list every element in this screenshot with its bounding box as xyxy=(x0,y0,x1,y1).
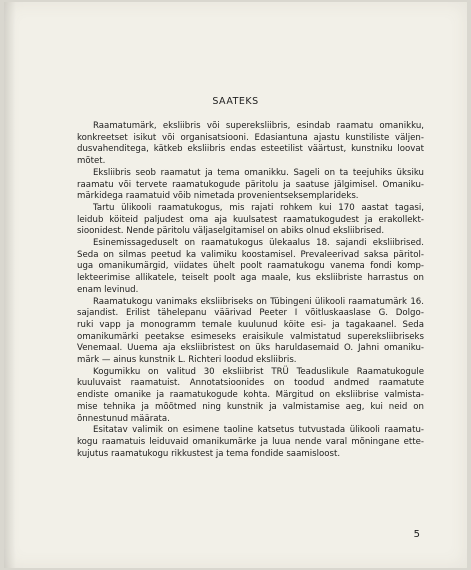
page-heading: SAATEKS xyxy=(212,96,259,107)
text-line: Raamatukogu vanimaks eksliibriseks on Tübingeni ülikooli raamatumärk 16. xyxy=(93,296,424,307)
text-line: kuuluvaist raamatuist. Annotatsioonides on toodud andmed raamatute xyxy=(77,378,424,389)
text-line: konkreetset isikut või organisatsiooni. Edasiantuna ajastu kunstiliste väljen- xyxy=(77,132,424,143)
paragraph xyxy=(77,297,424,367)
page-number: 5 xyxy=(413,529,420,540)
text-line: Tartu ülikooli raamatukogus, mis rajati rohkem kui 170 aastat tagasi, xyxy=(93,202,424,213)
text-line: leidub köiteid paljudest oma aja kuulsatest raamatukogudest ja erakollekt- xyxy=(77,214,424,225)
text-line: Esinemissageduselt on raamatukogus ülekaalus 18. sajandi eksliibrised. xyxy=(93,238,424,249)
paragraph xyxy=(77,168,424,203)
text-line: uga omanikumärgid, viidates ühelt poolt raamatukogu vanema fondi komp- xyxy=(77,261,424,272)
text-line: Venemaal. Uuema aja eksliibristest on üks haruldasemaid O. Jahni omaniku- xyxy=(77,343,424,354)
paragraph xyxy=(77,238,424,297)
text-line: Raamatumärk, eksliibris või supereksliibris, esindab raamatu omanikku, xyxy=(93,121,424,131)
text-line: lekteerimise allikatele, teiselt poolt aga maale, kus eksliibriste harrastus on xyxy=(77,273,424,284)
text-line: raamatu või tervete raamatukogude päritolu ja saatuse jälgimisel. Omaniku- xyxy=(77,179,424,190)
text-line: enam levinud. xyxy=(77,284,139,295)
text-line: Eksliibris seob raamatut ja tema omanikku. Sageli on ta teejuhiks üksiku xyxy=(93,167,424,178)
paragraph xyxy=(77,121,424,168)
text-line: õnnestunud määrata. xyxy=(77,413,170,424)
text-line: Kogumikku on valitud 30 eksliibrist TRÜ Teaduslikule Raamatukogule xyxy=(93,366,424,377)
text-line: Seda on silmas peetud ka valimiku koostamisel. Prevaleerivad saksa päritol- xyxy=(77,249,424,260)
text-line: sioonidest. Nende päritolu väljaselgitamisel on abiks olnud eksliibrised. xyxy=(77,226,385,237)
text-line: kujutus raamatukogu rikkustest ja tema fondide saamisloost. xyxy=(77,448,341,459)
paragraph xyxy=(77,425,424,460)
book-page xyxy=(4,2,467,568)
text-line: ruki vapp ja monogramm temale kuulunud köite esi- ja tagakaanel. Seda xyxy=(77,319,424,330)
page-gutter-shadow xyxy=(4,2,16,568)
text-line: sajandist. Erilist tähelepanu väärivad Peeter I võitluskaaslase G. Dolgo- xyxy=(77,308,424,319)
text-line: endiste omanike ja raamatukogude kohta. Märgitud on eksliibrise valmista- xyxy=(77,390,424,401)
text-line: märkidega raamatuid võib nimetada provenientseksemplarideks. xyxy=(77,191,359,202)
text-line: märk — ainus kunstnik L. Richteri loodud eksliibris. xyxy=(77,355,297,366)
text-line: mise tehnika ja mõõtmed ning kunstnik ja valmistamise aeg, kui neid on xyxy=(77,401,424,412)
text-line: Esitatav valimik on esimene taoline katsetus tutvustada ülikooli raamatu- xyxy=(93,425,424,436)
text-line: dusvahenditega, kätkeb eksliibris endas esteetilist väärtust, kunstniku loovat xyxy=(77,144,424,155)
paragraph xyxy=(77,203,424,238)
body-text xyxy=(77,121,424,460)
text-line: mõtet. xyxy=(77,156,106,167)
text-line: omanikumärki peetakse esimeseks eraisikule valmistatud supereksliibriseks xyxy=(77,331,424,342)
paragraph xyxy=(77,367,424,426)
text-line: kogu raamatuis leiduvaid omanikumärke ja luua nende varal mõningane ette- xyxy=(77,436,424,447)
